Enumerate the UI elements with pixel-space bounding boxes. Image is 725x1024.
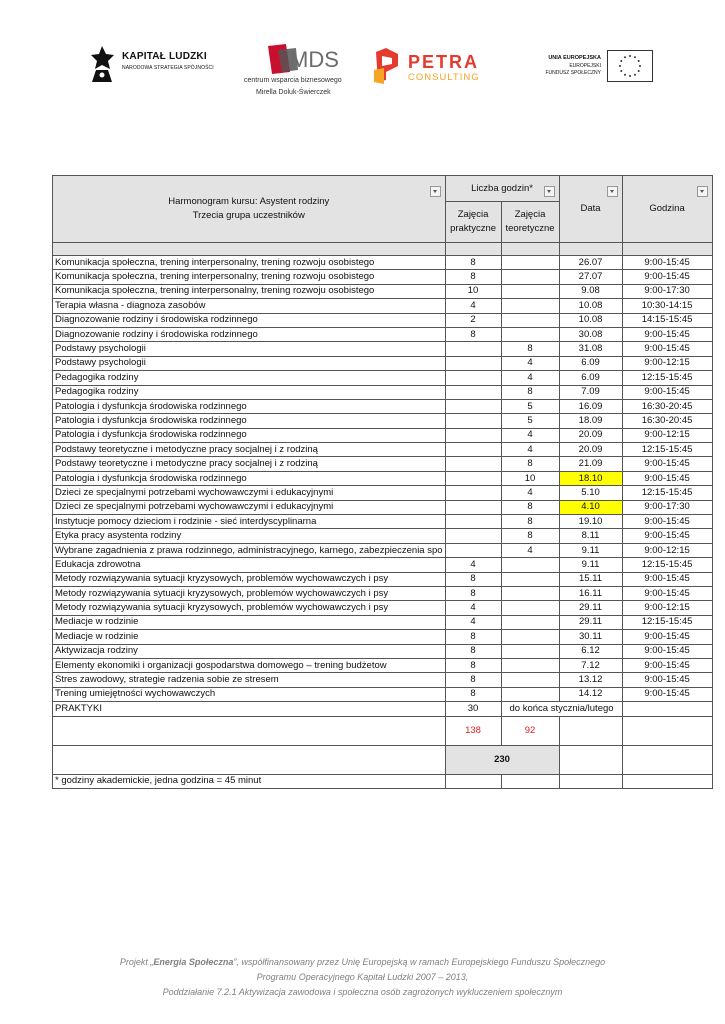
schedule-table xyxy=(52,175,713,789)
practical-hours-cell: 8 xyxy=(445,256,501,270)
subject-cell: Podstawy teoretyczne i metodyczne pracy socjalnej i z rodziną xyxy=(53,443,446,457)
time-header-cell xyxy=(622,176,712,243)
date-cell: 9.11 xyxy=(559,558,622,572)
date-cell: 16.11 xyxy=(559,586,622,600)
schedule-summary xyxy=(53,702,713,789)
hours-header: Liczba godzin* xyxy=(471,182,533,194)
theory-hours-cell xyxy=(501,687,559,701)
subject-cell: Patologia i dysfunkcja środowiska rodzinnego xyxy=(53,414,446,428)
logo-strip xyxy=(0,36,725,106)
time-cell: 9:00-12:15 xyxy=(622,543,712,557)
time-cell: 9:00-17:30 xyxy=(622,284,712,298)
empty-cell xyxy=(445,774,501,788)
table-row xyxy=(53,586,713,600)
date-cell: 4.10 xyxy=(559,500,622,514)
date-cell: 9.08 xyxy=(559,284,622,298)
theory-hours-cell xyxy=(501,284,559,298)
table-row xyxy=(53,615,713,629)
table-row xyxy=(53,399,713,413)
empty-cell xyxy=(53,745,446,774)
time-cell: 12:15-15:45 xyxy=(622,486,712,500)
time-cell: 9:00-15:45 xyxy=(622,529,712,543)
table-row xyxy=(53,543,713,557)
table-row xyxy=(53,572,713,586)
practical-header: Zajęcia praktyczne xyxy=(445,202,501,243)
theory-hours-cell xyxy=(501,256,559,270)
empty-cell xyxy=(559,774,622,788)
table-row xyxy=(53,256,713,270)
spacer-cell xyxy=(53,243,446,256)
schedule-sheet xyxy=(52,175,713,789)
time-cell: 12:15-15:45 xyxy=(622,443,712,457)
subject-cell: Edukacja zdrowotna xyxy=(53,558,446,572)
spacer-cell xyxy=(445,243,501,256)
table-row xyxy=(53,385,713,399)
filter-dropdown-icon[interactable] xyxy=(697,186,708,197)
subject-cell: Podstawy psychologii xyxy=(53,356,446,370)
table-row xyxy=(53,658,713,672)
hours-header-cell xyxy=(445,176,559,202)
date-cell: 29.11 xyxy=(559,601,622,615)
date-cell: 27.07 xyxy=(559,270,622,284)
filter-dropdown-icon[interactable] xyxy=(430,186,441,197)
date-cell: 6.09 xyxy=(559,371,622,385)
practical-hours-cell xyxy=(445,529,501,543)
eu-union-label: UNIA EUROPEJSKA xyxy=(548,55,601,61)
date-cell: 30.08 xyxy=(559,327,622,341)
spacer-cell xyxy=(559,243,622,256)
theory-hours-cell: 8 xyxy=(501,500,559,514)
table-row xyxy=(53,630,713,644)
date-cell: 7.09 xyxy=(559,385,622,399)
table-row xyxy=(53,327,713,341)
time-cell: 9:00-15:45 xyxy=(622,270,712,284)
spacer-cell xyxy=(501,243,559,256)
kapital-ludzki-title: KAPITAŁ LUDZKI xyxy=(122,51,207,62)
eu-fund-label-2: FUNDUSZ SPOŁECZNY xyxy=(545,70,601,76)
subject-cell: Komunikacja społeczna, trening interpersonalny, trening rozwoju osobistego xyxy=(53,284,446,298)
petra-consulting-text: CONSULTING xyxy=(408,72,480,83)
table-row xyxy=(53,673,713,687)
date-header: Data xyxy=(580,203,601,214)
table-row xyxy=(53,500,713,514)
mds-owner-name: Mirella Doluk-Świerczek xyxy=(256,89,331,96)
table-row xyxy=(53,284,713,298)
date-cell: 10.08 xyxy=(559,299,622,313)
practical-hours-cell: 8 xyxy=(445,658,501,672)
grand-total: 230 xyxy=(445,745,559,774)
time-cell: 9:00-15:45 xyxy=(622,658,712,672)
table-row xyxy=(53,356,713,370)
table-row xyxy=(53,486,713,500)
time-cell: 9:00-15:45 xyxy=(622,327,712,341)
date-cell: 9.11 xyxy=(559,543,622,557)
date-cell: 19.10 xyxy=(559,515,622,529)
practical-hours-cell xyxy=(445,356,501,370)
practical-hours-cell xyxy=(445,385,501,399)
footer-line-3: Poddziałanie 7.2.1 Aktywizacja zawodowa i społeczna osób zagrożonych wykluczeniem społecznym xyxy=(162,987,563,997)
empty-cell xyxy=(559,745,622,774)
footer-line-1-pre: Projekt „ xyxy=(119,957,154,967)
theory-hours-cell: 10 xyxy=(501,471,559,485)
schedule-rows xyxy=(53,256,713,702)
practical-hours-cell: 8 xyxy=(445,572,501,586)
subject-cell: Mediacje w rodzinie xyxy=(53,630,446,644)
time-cell: 9:00-15:45 xyxy=(622,457,712,471)
date-cell: 20.09 xyxy=(559,443,622,457)
theory-hours-cell xyxy=(501,586,559,600)
practical-hours-cell xyxy=(445,371,501,385)
subject-cell: Dzieci ze specjalnymi potrzebami wychowawczymi i edukacyjnymi xyxy=(53,500,446,514)
time-cell: 9:00-15:45 xyxy=(622,342,712,356)
mds-subtitle: centrum wsparcia biznesowego xyxy=(244,77,342,84)
subject-cell: Podstawy psychologii xyxy=(53,342,446,356)
subject-cell: Metody rozwiązywania sytuacji kryzysowych, problemów wychowawczych i psy xyxy=(53,601,446,615)
theory-hours-cell: 8 xyxy=(501,457,559,471)
schedule-title-cell xyxy=(53,176,446,243)
empty-cell xyxy=(53,716,446,745)
time-cell: 16:30-20:45 xyxy=(622,399,712,413)
practical-hours-cell xyxy=(445,457,501,471)
theory-hours-cell: 8 xyxy=(501,529,559,543)
table-row xyxy=(53,371,713,385)
theory-hours-cell xyxy=(501,644,559,658)
footnote: * godziny akademickie, jedna godzina = 45 minut xyxy=(53,774,446,788)
time-cell: 10:30-14:15 xyxy=(622,299,712,313)
subject-cell: Pedagogika rodziny xyxy=(53,371,446,385)
empty-cell xyxy=(622,774,712,788)
table-row xyxy=(53,558,713,572)
eu-flag-icon xyxy=(607,50,653,82)
practical-hours-cell xyxy=(445,515,501,529)
practical-hours-cell xyxy=(445,399,501,413)
praktyki-label: PRAKTYKI xyxy=(53,702,446,716)
theory-hours-cell: 8 xyxy=(501,342,559,356)
time-cell: 14:15-15:45 xyxy=(622,313,712,327)
subject-cell: Podstawy teoretyczne i metodyczne pracy socjalnej i z rodziną xyxy=(53,457,446,471)
eu-fund-label-1: EUROPEJSKI xyxy=(569,63,601,69)
date-cell: 20.09 xyxy=(559,428,622,442)
practical-total: 138 xyxy=(445,716,501,745)
time-cell: 9:00-15:45 xyxy=(622,644,712,658)
theory-hours-cell: 8 xyxy=(501,515,559,529)
theory-hours-cell: 4 xyxy=(501,428,559,442)
theory-hours-cell xyxy=(501,615,559,629)
theory-hours-cell xyxy=(501,313,559,327)
subject-cell: Pedagogika rodziny xyxy=(53,385,446,399)
date-cell: 7.12 xyxy=(559,658,622,672)
practical-hours-cell: 10 xyxy=(445,284,501,298)
mds-mark-text: MDS xyxy=(290,47,339,72)
practical-hours-cell: 4 xyxy=(445,299,501,313)
subject-cell: Patologia i dysfunkcja środowiska rodzinnego xyxy=(53,399,446,413)
theory-hours-cell: 8 xyxy=(501,385,559,399)
theory-hours-cell xyxy=(501,601,559,615)
date-cell: 29.11 xyxy=(559,615,622,629)
grand-total-row xyxy=(53,745,713,774)
time-cell: 9:00-15:45 xyxy=(622,673,712,687)
theory-hours-cell: 4 xyxy=(501,486,559,500)
theory-hours-cell: 4 xyxy=(501,371,559,385)
filter-dropdown-icon[interactable] xyxy=(544,186,555,197)
theory-hours-cell: 5 xyxy=(501,399,559,413)
table-row xyxy=(53,529,713,543)
subject-cell: Mediacje w rodzinie xyxy=(53,615,446,629)
time-cell: 9:00-15:45 xyxy=(622,586,712,600)
date-header-cell xyxy=(559,176,622,243)
subject-cell: Trening umiejętności wychowawczych xyxy=(53,687,446,701)
praktyki-row xyxy=(53,702,713,716)
subject-cell: Komunikacja społeczna, trening interpersonalny, trening rozwoju osobistego xyxy=(53,256,446,270)
theory-hours-cell xyxy=(501,327,559,341)
practical-hours-cell: 4 xyxy=(445,601,501,615)
schedule-group: Trzecia grupa uczestników xyxy=(192,210,305,221)
table-row xyxy=(53,443,713,457)
subject-cell: Metody rozwiązywania sytuacji kryzysowych, problemów wychowawczych i psy xyxy=(53,586,446,600)
date-cell: 14.12 xyxy=(559,687,622,701)
empty-cell xyxy=(501,774,559,788)
subject-cell: Komunikacja społeczna, trening interpersonalny, trening rozwoju osobistego xyxy=(53,270,446,284)
time-cell: 9:00-15:45 xyxy=(622,471,712,485)
date-cell: 18.10 xyxy=(559,471,622,485)
praktyki-note: do końca stycznia/lutego xyxy=(501,702,622,716)
date-cell: 5.10 xyxy=(559,486,622,500)
theory-hours-cell xyxy=(501,673,559,687)
footer-line-1-post: ”, współfinansowany przez Unię Europejską w ramach Europejskiego Funduszu Społecznego xyxy=(233,957,606,967)
practical-hours-cell: 8 xyxy=(445,586,501,600)
table-row xyxy=(53,515,713,529)
table-row xyxy=(53,299,713,313)
subject-cell: Diagnozowanie rodziny i środowiska rodzinnego xyxy=(53,327,446,341)
practical-hours-cell: 4 xyxy=(445,615,501,629)
date-cell: 10.08 xyxy=(559,313,622,327)
table-row xyxy=(53,687,713,701)
practical-hours-cell xyxy=(445,486,501,500)
practical-hours-cell xyxy=(445,414,501,428)
practical-hours-cell: 8 xyxy=(445,270,501,284)
theory-header: Zajęcia teoretyczne xyxy=(501,202,559,243)
practical-hours-cell: 8 xyxy=(445,644,501,658)
date-cell: 18.09 xyxy=(559,414,622,428)
empty-cell xyxy=(622,702,712,716)
filter-dropdown-icon[interactable] xyxy=(607,186,618,197)
subject-cell: Diagnozowanie rodziny i środowiska rodzinnego xyxy=(53,313,446,327)
petra-emblem-icon xyxy=(372,44,502,86)
date-cell: 6.12 xyxy=(559,644,622,658)
time-cell: 16:30-20:45 xyxy=(622,414,712,428)
mds-mark-icon xyxy=(240,40,352,76)
practical-hours-cell xyxy=(445,471,501,485)
kapital-ludzki-emblem-icon xyxy=(90,44,120,84)
subject-cell: Aktywizacja rodziny xyxy=(53,644,446,658)
practical-hours-cell xyxy=(445,443,501,457)
time-cell: 9:00-15:45 xyxy=(622,630,712,644)
date-cell: 31.08 xyxy=(559,342,622,356)
practical-hours-cell xyxy=(445,428,501,442)
practical-hours-cell: 8 xyxy=(445,327,501,341)
theory-hours-cell: 4 xyxy=(501,356,559,370)
table-row xyxy=(53,471,713,485)
table-row xyxy=(53,342,713,356)
date-cell: 15.11 xyxy=(559,572,622,586)
date-cell: 16.09 xyxy=(559,399,622,413)
footer-project-name: Energia Społeczna xyxy=(153,957,234,967)
spacer-cell xyxy=(622,243,712,256)
date-cell: 8.11 xyxy=(559,529,622,543)
footnote-row xyxy=(53,774,713,788)
date-cell: 30.11 xyxy=(559,630,622,644)
empty-cell xyxy=(559,716,622,745)
theory-hours-cell: 4 xyxy=(501,543,559,557)
table-row xyxy=(53,428,713,442)
theory-hours-cell xyxy=(501,299,559,313)
theory-total: 92 xyxy=(501,716,559,745)
time-cell: 12:15-15:45 xyxy=(622,615,712,629)
theory-hours-cell xyxy=(501,572,559,586)
time-cell: 9:00-15:45 xyxy=(622,687,712,701)
practical-hours-cell xyxy=(445,543,501,557)
subject-cell: Etyka pracy asystenta rodziny xyxy=(53,529,446,543)
time-cell: 9:00-17:30 xyxy=(622,500,712,514)
time-cell: 9:00-15:45 xyxy=(622,385,712,399)
subject-cell: Wybrane zagadnienia z prawa rodzinnego, administracyjnego, karnego, zabezpieczenia spo xyxy=(53,543,446,557)
subject-cell: Patologia i dysfunkcja środowiska rodzinnego xyxy=(53,428,446,442)
practical-hours-cell: 4 xyxy=(445,558,501,572)
table-row xyxy=(53,601,713,615)
empty-cell xyxy=(622,745,712,774)
practical-hours-cell: 8 xyxy=(445,630,501,644)
subject-cell: Terapia własna - diagnoza zasobów xyxy=(53,299,446,313)
date-cell: 6.09 xyxy=(559,356,622,370)
subject-cell: Metody rozwiązywania sytuacji kryzysowych, problemów wychowawczych i psy xyxy=(53,572,446,586)
petra-consulting-logo xyxy=(372,44,502,86)
subject-cell: Instytucje pomocy dzieciom i rodzinie - sieć interdyscyplinarna xyxy=(53,515,446,529)
praktyki-hours: 30 xyxy=(445,702,501,716)
theory-hours-cell: 4 xyxy=(501,443,559,457)
time-cell: 9:00-12:15 xyxy=(622,601,712,615)
mds-logo xyxy=(240,40,352,102)
time-cell: 9:00-12:15 xyxy=(622,356,712,370)
table-row xyxy=(53,414,713,428)
theory-hours-cell xyxy=(501,658,559,672)
date-cell: 26.07 xyxy=(559,256,622,270)
table-row xyxy=(53,644,713,658)
theory-hours-cell xyxy=(501,270,559,284)
table-row xyxy=(53,457,713,471)
subject-cell: Dzieci ze specjalnymi potrzebami wychowawczymi i edukacyjnymi xyxy=(53,486,446,500)
practical-hours-cell xyxy=(445,500,501,514)
subject-cell: Stres zawodowy, strategie radzenia sobie ze stresem xyxy=(53,673,446,687)
time-cell: 9:00-15:45 xyxy=(622,256,712,270)
time-cell: 9:00-12:15 xyxy=(622,428,712,442)
footer-line-1 xyxy=(0,955,725,970)
schedule-title: Harmonogram kursu: Asystent rodziny xyxy=(168,196,330,207)
kapital-ludzki-logo xyxy=(90,44,230,84)
time-cell: 12:15-15:45 xyxy=(622,558,712,572)
table-row xyxy=(53,313,713,327)
table-row xyxy=(53,270,713,284)
time-cell: 12:15-15:45 xyxy=(622,371,712,385)
time-cell: 9:00-15:45 xyxy=(622,572,712,586)
subtotals-row xyxy=(53,716,713,745)
kapital-ludzki-subtitle: NARODOWA STRATEGIA SPÓJNOŚCI xyxy=(122,65,214,71)
empty-cell xyxy=(622,716,712,745)
subject-cell: Patologia i dysfunkcja środowiska rodzinnego xyxy=(53,471,446,485)
time-header: Godzina xyxy=(649,203,685,214)
time-cell: 9:00-15:45 xyxy=(622,515,712,529)
petra-name-text: PETRA xyxy=(408,52,480,72)
theory-hours-cell: 5 xyxy=(501,414,559,428)
theory-hours-cell xyxy=(501,630,559,644)
date-cell: 21.09 xyxy=(559,457,622,471)
subject-cell: Elementy ekonomiki i organizacji gospodarstwa domowego – trening budżetow xyxy=(53,658,446,672)
practical-hours-cell: 8 xyxy=(445,687,501,701)
header-spacer-row xyxy=(53,243,713,256)
practical-hours-cell: 8 xyxy=(445,673,501,687)
practical-hours-cell: 2 xyxy=(445,313,501,327)
footer-line-2: Programu Operacyjnego Kapitał Ludzki 2007 – 2013, xyxy=(256,972,469,982)
theory-hours-cell xyxy=(501,558,559,572)
eu-logo xyxy=(537,48,657,84)
date-cell: 13.12 xyxy=(559,673,622,687)
page-footer xyxy=(0,955,725,1000)
practical-hours-cell xyxy=(445,342,501,356)
